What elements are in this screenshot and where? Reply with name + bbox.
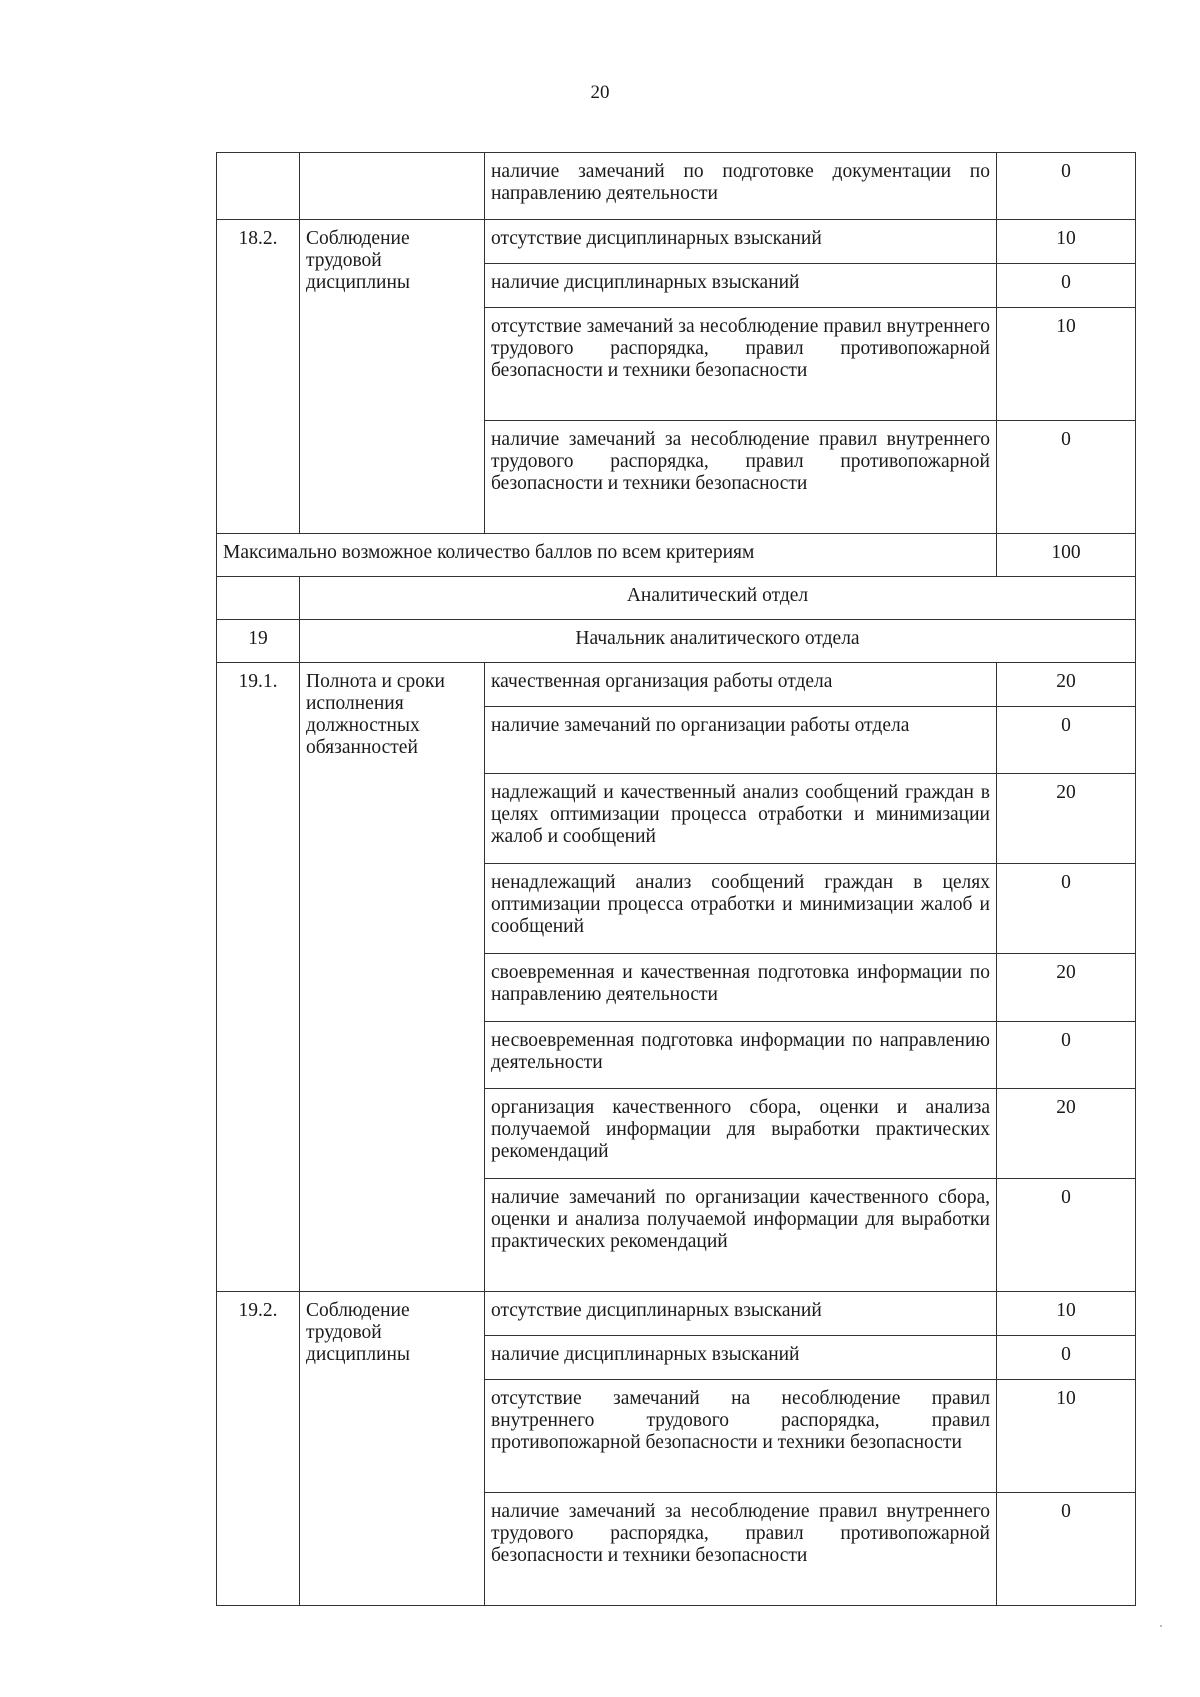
- table-row: [217, 1292, 1136, 1336]
- row-number: [217, 153, 300, 220]
- indicator-text: несвоевременная подготовка информации по направлению деятельности: [485, 1022, 997, 1089]
- score-value: 10: [997, 308, 1136, 421]
- criterion-name: Полнота и сроки исполнения должностных обязанностей: [300, 663, 485, 1292]
- indicator-text: отсутствие дисциплинарных взысканий: [485, 220, 997, 264]
- department-title: Аналитический отдел: [300, 577, 1136, 620]
- row-number: 19.2.: [217, 1292, 300, 1606]
- score-value: 0: [997, 1336, 1136, 1380]
- total-row: [217, 534, 1136, 577]
- score-value: 10: [997, 1380, 1136, 1493]
- indicator-text: наличие дисциплинарных взысканий: [485, 1336, 997, 1380]
- score-value: 0: [997, 864, 1136, 954]
- score-value: 0: [997, 264, 1136, 308]
- score-value: 20: [997, 663, 1136, 707]
- indicator-text: отсутствие дисциплинарных взысканий: [485, 1292, 997, 1336]
- criterion-name: [300, 153, 485, 220]
- table-row: [217, 153, 1136, 220]
- indicator-text: качественная организация работы отдела: [485, 663, 997, 707]
- score-value: 0: [997, 153, 1136, 220]
- score-value: 10: [997, 220, 1136, 264]
- table-row: [217, 663, 1136, 707]
- score-value: 20: [997, 954, 1136, 1022]
- row-number: 18.2.: [217, 220, 300, 534]
- department-row: [217, 577, 1136, 620]
- indicator-text: надлежащий и качественный анализ сообщений граждан в целях оптимизации процесса отработки и минимизации жалоб и сообщений: [485, 774, 997, 864]
- score-value: 0: [997, 421, 1136, 534]
- table-row: [217, 220, 1136, 264]
- row-number: 19.1.: [217, 663, 300, 1292]
- row-number: 19: [217, 620, 300, 663]
- indicator-text: наличие замечаний по организации качественного сбора, оценки и анализа получаемой информации для выработки практических рекомендаций: [485, 1179, 997, 1292]
- indicator-text: наличие замечаний за несоблюдение правил внутреннего трудового распорядка, правил противопожарной безопасности и техники безопасности: [485, 421, 997, 534]
- score-value: 0: [997, 1493, 1136, 1606]
- score-value: 0: [997, 1022, 1136, 1089]
- score-value: 0: [997, 707, 1136, 774]
- score-value: 10: [997, 1292, 1136, 1336]
- position-title: Начальник аналитического отдела: [300, 620, 1136, 663]
- scan-speck: [1160, 1625, 1162, 1627]
- score-value: 20: [997, 1089, 1136, 1179]
- indicator-text: отсутствие замечаний на несоблюдение правил внутреннего трудового распорядка, правил противопожарной безопасности и техники безопасности: [485, 1380, 997, 1493]
- indicator-text: организация качественного сбора, оценки и анализа получаемой информации для выработки практических рекомендаций: [485, 1089, 997, 1179]
- criterion-name: Соблюдение трудовой дисциплины: [300, 1292, 485, 1606]
- score-value: 0: [997, 1179, 1136, 1292]
- criteria-table: [216, 152, 1136, 1606]
- indicator-text: наличие замечаний по подготовке документации по направлению деятельности: [485, 153, 997, 220]
- indicator-text: наличие замечаний по организации работы отдела: [485, 707, 997, 774]
- total-score: 100: [997, 534, 1136, 577]
- row-number: [217, 577, 300, 620]
- score-value: 20: [997, 774, 1136, 864]
- page-number: 20: [590, 82, 610, 103]
- indicator-text: наличие дисциплинарных взысканий: [485, 264, 997, 308]
- total-label: Максимально возможное количество баллов по всем критериям: [217, 534, 997, 577]
- criterion-name: Соблюдение трудовой дисциплины: [300, 220, 485, 534]
- indicator-text: своевременная и качественная подготовка информации по направлению деятельности: [485, 954, 997, 1022]
- position-row: [217, 620, 1136, 663]
- indicator-text: наличие замечаний за несоблюдение правил внутреннего трудового распорядка, правил противопожарной безопасности и техники безопасности: [485, 1493, 997, 1606]
- indicator-text: отсутствие замечаний за несоблюдение правил внутреннего трудового распорядка, правил противопожарной безопасности и техники безопасности: [485, 308, 997, 421]
- indicator-text: ненадлежащий анализ сообщений граждан в целях оптимизации процесса отработки и минимизации жалоб и сообщений: [485, 864, 997, 954]
